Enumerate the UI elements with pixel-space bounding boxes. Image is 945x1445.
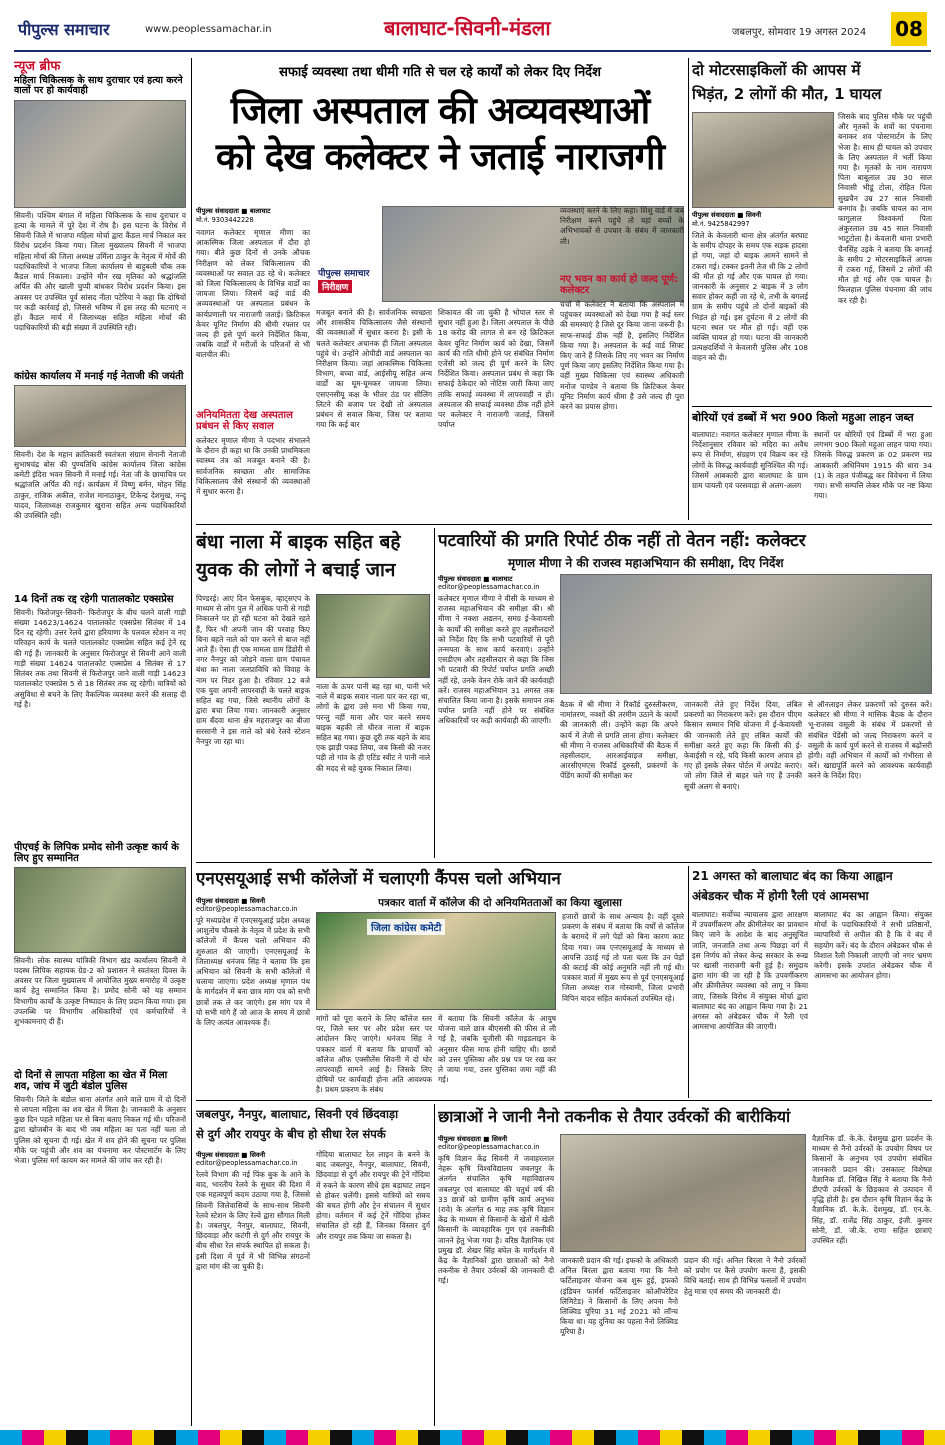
nano-story [438, 1104, 932, 1426]
brief-body: सिवनी। देश के महान क्रांतिकारी स्वतंत्रता संग्राम सेनानी नेताजी सुभाषचंद्र बोस की पुण्यतिथि कांग्रेस कार्यालय जिला कांग्रेस कमेटी इंदिरा भवन सिवनी में मनाई गई। नेता जी के छायाचित्र पर श्रद्धांजलि अर्पित की गई। कार्यक्रम में विष्णु बर्मन, मोहन सिंह ठाकुर, राजिक अकील, राजेश मानाठाकुर, टिकेन्द्र देशमुख, नन्दू यादव, जिलाध्यक्ष राजकुमार खुराना सहित अन्य पदाधिकारियों की उपस्थिति रही। [14, 449, 186, 521]
rescue-headline: बंधा नाला में बाइक सहित बहे [196, 531, 401, 553]
brief-headline: पीएचई के लिपिक प्रमोद सोनी उत्कृष्ट कार्य के लिए हुए सम्मानित [14, 841, 179, 864]
accident-headline-2: भिड़ंत, 2 लोगों की मौत, 1 घायल [692, 85, 882, 103]
seizure-headline: बोरियों एवं डब्बों में भरा 900 किलो महुआ लाहन जब्त [692, 411, 914, 424]
nsui-photo-press [316, 912, 556, 1010]
nsui-body: पूरे मध्यप्रदेश में एनएसयूआई प्रदेश अध्यक्ष आशुतोष चौकसे के नेतृत्व में प्रदेश के सभी कॉलेजों में कैंपस चलो अभियान की शुरुआत की जाएगी। एनएसयूआई के जिलाध्यक्ष धनंजय सिंह ने बताया कि इस अभियान को सिवनी के सभी कॉलेजों में चलाया जाएगा। प्रदेश अध्यक्ष मृणाल पंथ के मार्गदर्शन में बना छात्र मांग पत्र को सभी छात्रों तक ले कर जाएंगे। इस मांग पत्र में यो सभी मांगे हैं जो आज के समय में छात्रों के लिए अत्यंत आवश्यक हैं। [196, 916, 310, 1028]
brief-body: सिवनी। फिरोजपुर-सिवनी- फिरोजपुर के बीच चलने वाली गाड़ी संख्या 14623/14624 पातालकोट एक्सप्रेस सितंबर में 14 दिन रद्द रहेगी। उत्तर रेलवे द्वारा हरियाणा के पलवल स्टेशन व नए परिवहन कार्य के चलते पातालकोट एक्सप्रेस सहित कई ट्रेनें रद्द की गई हैं। जानकारी के अनुसार फिरोजपुर से सिवनी आने वाली गाड़ी संख्या 14624 पातालकोट एक्सप्रेस 4 सितंबर से 17 सितंबर तक तथा सिवनी से फिरोजपुर जाने वाली गाड़ी 14623 पातालकोट एक्सप्रेस 5 से 18 सितंबर तक रद्द रहेगी। यात्रियों को असुविधा से बचने के लिए वैकल्पिक व्यवस्था करने की सलाह दी गई है। [14, 607, 186, 709]
patwari-email[interactable]: editor@peoplessamachar.co.in [438, 583, 540, 591]
rail-byline: पीपुल्स संवाददाता ■ सिवनी [196, 1151, 266, 1159]
patwari-col-1 [438, 574, 554, 858]
accident-photo [692, 112, 834, 208]
lead-col-1 [196, 206, 310, 518]
print-registration-bar [0, 1430, 945, 1445]
lead-body-2: कलेक्टर मृणाल मीणा ने पदभार संभालने के दौरान ही कहा था कि उनकी प्राथमिकता स्वास्थ्य तंत्र को मजबूत बनाने की है। सार्वजनिक स्वच्छता और सामाजिक चिकित्सालय जैसे संस्थानों की व्यवस्थाओं में सुधार करना है। [196, 436, 310, 496]
nsui-byline: पीपुल्स संवाददाता ■ सिवनी [196, 897, 266, 905]
lead-body: नवागत कलेक्टर मृणाल मीणा का आकस्मिक जिला अस्पताल में दौरा हो गया। बीते कुछ दिनों से उनके औचक निरीक्षण को लेकर चिकित्सालय की व्यवस्थाओं पर सवाल उठ रहे थे। कलेक्टर को जिला चिकित्सालय के विभिन्न वार्डों का जायजा लिया। जिसमें कई वार्ड की अव्यवस्थाओं पर अस्पताल प्रबंधन के कार्यप्रणाली पर नाराजगी जताई। क्रिटिकल केयर यूनिट निर्माण की धीमी रफ्तार पर जल्द ही इसे पूर्ण करने निर्देशित किया, जबकि वार्डों में मरीजों के परिजनों से भी बातचीत की। [196, 228, 310, 360]
bandh-col-2: बालाघाट बंद का आह्वान किया। संयुक्त मोर्चा के पदाधिकारियों ने सभी प्रतिष्ठानों, व्यापारियों से अपील की है कि वे बंद में सहयोग करें। बंद के दौरान अंबेडकर चौक से विशाल रैली निकाली जाएगी जो नगर भ्रमण करेगी। इसके उपरांत अंबेडकर चौक में आमसभा का आयोजन होगा। [814, 910, 932, 981]
patwari-col-4: से ऑनलाइन लेकर प्रकरणों को दुरुस्त करें। कलेक्टर श्री मीणा ने मासिक बैठक के दौरान भू-राजस्व वसूली के संबंध में प्रकरणों से संबंधित पेंडेंसी को जल्द निराकरण करने व वसूली के कार्य पूर्ण करने से राजस्व में बढ़ोत्तरी होगी। वहीं अभियान में कार्यों को गंभीरता से करें। खाद्यपूर्ति करने को आवश्यक कार्यवाही करने के निर्देश दिए। [808, 700, 932, 781]
accident-rule [692, 406, 932, 407]
lead-body-4: व्यवस्थाएं करने के लिए कहा। शिशु वार्ड में जब निरीक्षण करने पहुंचे तो यहां बच्चों के अभिभावकों से उपचार के संबंध में जानकारी ली। [560, 206, 684, 246]
brief-photo-felicitation [14, 867, 186, 953]
lead-col-3: शिकायत की जा चुकी है भोपाल स्तर से सुधार नहीं हुआ है। जिला अस्पताल के पीछे 18 करोड़ की लागत से बन रहे क्रिटिकल केयर यूनिट निर्माण कार्य को देखा, जिसमें कार्य की गति धीमी होने पर संबंधित निर्माण एजेंसी को जल्द ही पूर्ण करने के लिए निर्देशित किया। अस्पताल प्रबंध से कहा कि सफाई ठेकेदार को नोटिस जारी किया जाए ताकि सफाई व्यवस्था में लापरवाही न हो। अस्पताल की सफाई व्यवस्था ठीक नहीं होने पर कलेक्टर ने नाराजगी जताई, जिसमें पर्याप्त [438, 308, 554, 430]
lead-subhead-2: नए भवन का कार्य हो जल्द पूर्ण: कलेक्टर [560, 274, 679, 296]
nsui-email[interactable]: editor@peoplessamachar.co.in [196, 905, 298, 913]
rescue-col-1: पिण्डरई। आए दिन फेसबुक, व्हाट्सएप के माध्यम से लोग पुल में अधिक पानी से गाड़ी निकालने पर हो रही घटना को देखते रहते हैं, फिर भी अपनी जान की परवाह किए बिना बहते नाले को पार करने से बाज नहीं आते हैं। ऐसा ही एक मामला ग्राम डिंडोरी से नगर नैनपुर को जोड़ने वाला ग्राम पंचायत बंधा का नाला जलप्राविधि को विवाह के नाम पर निडर हुआ है। रविवार 12 बजे एक युवा अपनी लापरवाही के चलते बाइक सहित बह गया, जिसे स्थानीय लोगों के द्वारा बचा लिया गया। जानकारी अनुसार ग्राम बँदवा थाना क्षेत्र महराजपुर का बीजा सरसानी ने इस नाले को बंधे रेलवे स्टेशन नैनपुर जा रहा था। [196, 594, 310, 746]
bandh-story [692, 866, 932, 1096]
rail-col-1 [196, 1150, 310, 1426]
accident-col-2: जिसके बाद पुलिस मौके पर पहुंची और मृतकों के शवों का पंचनामा बनाकर शव पोस्टमार्टम के लिए भेजा है। साथ ही घायल को उपचार के लिए अस्पताल में भर्ती किया गया है। मृतकों के नाम नारायण पिता बाबूलाल उम्र 30 साल निवासी भीडूं टोला, रोहित पिता सुखचैन उम्र 27 साल निवासी बनगांव है। जबकि घायल का नाम फागूलाल विश्वकर्मा पिता अंकुरलाल उम्र 45 साल निवासी भाटूटोला है। केवलारी थाना प्रभारी चैनसिंह उइके ने बताया कि बगलई के समीप 2 मोटरसाइकिलें आपस में टकरा गई, जिसमें 2 लोगों की मौत हो गई और एक घायल है। फिलहाल पुलिस पंचनामा की जांच कर रही है। [838, 112, 932, 305]
lead-byline: पीपुल्स संवाददाता ■ बालाघाट [196, 207, 271, 215]
rescue-story [196, 528, 430, 858]
patwari-story [438, 528, 932, 858]
masthead [0, 0, 945, 52]
rescue-col-2 [316, 594, 430, 858]
nano-byline: पीपुल्स संवाददाता ■ सिवनी [438, 1135, 508, 1143]
brief-headline: महिला चिकित्सक के साथ दुराचार एवं हत्या करने वालों पर हो कार्यवाही [14, 75, 183, 97]
brief-item [14, 594, 186, 838]
nsui-col-2: मांगों को पूरा कराने के लिए कॉलेज स्तर पर, जिले स्तर पर और प्रदेश स्तर पर आंदोलन किए जाएंगे। धनंजय सिंह ने पत्रकार वार्ता में बताया कि प्राचार्यों को कॉलेज ऑफ एक्सीलेंस सिवनी में दो घोर लापरवाही सामने आई है। जिसके लिए दोषियों पर कार्यवाही होना अति आवश्यक है। प्रथम प्रकरण के संबंध [316, 1014, 432, 1095]
brief-headline: कांग्रेस कार्यालय में मनाई गई नेताजी की जयंती [14, 370, 184, 382]
lead-subhead: अनियमितता देख अस्पताल प्रबंधन से किए सवाल [196, 410, 293, 432]
seizure-col-1: बालाघाट। नवागत कलेक्टर मृणाल मीणा के निर्देशानुसार रविवार को मदिरा का अवैध रूप से निर्माण, संग्रहण एवं विक्रय कर रहे लोगों के विरुद्ध कार्यवाही सुनिश्चित की गई। जिसमें आबकारी द्वारा बालाघाट के ग्राम ग्राम पायली एवं परसवाड़ा से अलग-अलग [692, 430, 808, 491]
nsui-divider [688, 866, 689, 1098]
brief-item [14, 371, 186, 590]
nsui-col-3: में बताया कि सिवनी कॉलेज के आयुष योजना वाले छात्र बीएससी की फीस ले ली गई है, जबकि यूजीसी की गाइडलाइन के अनुसार फीस माफ होनी चाहिए थी। छात्रों को उत्तर पुस्तिका और प्रश्न पत्र पर रख कर ले जाया गया, उत्तर पुस्तिका जमा नहीं की गई। [438, 1014, 556, 1085]
lead-story [196, 58, 684, 518]
badge-sub: निरीक्षण [318, 280, 352, 293]
edition-title: बालाघाट-सिवनी-मंडला [384, 16, 551, 40]
rescue-body-2: नाला के ऊपर पानी बह रहा था, पानी भरे नाले में बाइक सवार नाला पार कर रहा था, लोगों के द्वारा उसे मना भी किया गया, परन्तु नहीं माना और पार करने समय बाइक बहकी तो धीरज नाला में बाइक सहित बह गया। कुछ दूरी तक बहने के बाद एक झाड़ी पकड़ लिया, जब किसी की नजर पड़ी तो गांव के ही एटिंड स्वीट ने पानी नाले की मदद से बहे युवक निकाल लिया। [316, 682, 430, 773]
lead-col-4 [560, 206, 684, 518]
brief-body: सिवनी। जिले के बंडोल थाना अंतर्गत आने वाले ग्राम में दो दिनों से लापता महिला का शव खेत में मिला है। जानकारी के अनुसार कुछ दिन पहले महिला घर से बिना बताए निकल गई थी। परिजनों द्वारा खोजबीन के बाद भी जब महिला का पता नहीं चला तो पुलिस को सूचना दी गई। खेत में शव होने की सूचना पर पुलिस मौके पर पहुंची और शव का पंचनामा कर पोस्टमार्टम के लिए भेजा। पुलिस मर्ग कायम कर मामले की जांच कर रही है। [14, 1094, 186, 1166]
people-badge [316, 206, 380, 302]
section-rule-1 [196, 524, 932, 525]
nano-body: कृषि विज्ञान केंद्र सिवनी में जवाहरलाल नेहरू कृषि विश्वविद्यालय जबलपुर के अंतर्गत संचालित कृषि महाविद्यालय जबलपुर एवं बालाघाट की चतुर्थ वर्ष की 33 छात्रों को ग्रामीण कृषि कार्य अनुभव (रावे) के अंतर्गत 6 माह तक कृषि विज्ञान केंद्र के माध्यम से किसानों के खेतों में खेती किसानी के व्यावहारिक गुण एवं तकनीकी जानने हेतु भेजा गया है। वरिष्ठ वैज्ञानिक एवं प्रमुख डॉ. शेखर सिंह बघेल के मार्गदर्शन में केंद्र के वैज्ञानिकों द्वारा छात्राओं को नैनो तकनीक से तैयार उर्वरकों की जानकारी दी गई। [438, 1154, 554, 1286]
brief-headline: दो दिनों से लापता महिला का खेत में मिला शव, जांच में जुटी बंडोल पुलिस [14, 1069, 168, 1092]
masthead-logo: पीपुल्स समाचार [18, 20, 110, 39]
lead-headline-2: को देख कलेक्टर ने जताई नाराजगी [215, 135, 665, 178]
news-brief-sidebar [14, 56, 186, 1426]
lead-body-4b: चर्चा में कलेक्टर ने बताया कि अस्पताल में पहुंचकर व्यवस्थाओं को देखा गया है कई स्तर की समस्याएं है जिसे दूर किया जाना जरूरी है। साफ-सफाई ठीक नहीं है, इसलिए निर्देशित किया गया है। अस्पताल के कई वार्ड सिफ्ट किए जाने हैं जिसके लिए नए भवन का निर्माण पूर्ण किया जाए इसलिए निर्देशित किया गया है। वहीं मुख्य चिकित्सा एवं स्वास्थ्य अधिकारी मनोज पाण्डेय ने बताया कि क्रिटिकल केयर यूनिट निर्माण कार्य धीमा है उसे जल्द ही पूरा करने का प्रयास होगा। [560, 300, 684, 412]
news-brief-title: न्यूज ब्रीफ [14, 59, 61, 74]
patwari-subhead: मृणाल मीणा ने की राजस्व महाअभियान की समीक्षा, दिए निर्देश [508, 556, 784, 570]
accident-byline: पीपुल्स संवाददाता ■ सिवनी [692, 211, 762, 219]
accident-story [692, 58, 932, 404]
rail-divider [434, 1104, 435, 1426]
accident-mobile: मो.नं. 9425842997 [692, 220, 750, 228]
patwari-col-3: जानकारी लेते हुए निर्देश दिया, लंबित प्रकरणों का निराकरण करें। इस दौरान पीएम किसान सम्मान निधि योजना में ई-केवायसी की जानकारी लेते हुए लंबित कार्यों की समीक्षा करते हुए कहा कि किसी की ई-केवाईसी न रहे, यदि किसी कारण अपात्र हो गए हों इसके लेकर पोर्टल में अपडेट कराएं। जो लोग जिले से बाहर चले गए हैं उनकी सूची अलग से बनाएं। [684, 700, 802, 791]
brief-body: सिवनी। लोक स्वास्थ्य यांत्रिकी विभाग खंड कार्यालय सिवनी में पदस्थ लिपिक सहायक ग्रेड-2 को प्रशासन ने स्वतंत्रता दिवस के अवसर पर जिला मुख्यालय में आयोजित मुख्य समारोह में उत्कृष्ट कार्य हेतु सम्मानित किया है। प्रमोद सोनी को यह सम्मान विभागीय कार्यों के उत्कृष्ट निष्पादन के लिए प्रदान किया गया। इस उपलब्धि पर विभागीय अधिकारियों एवं कर्मचारियों ने शुभकामनाएं दी हैं। [14, 955, 186, 1027]
nano-photo-students [560, 1134, 806, 1252]
section-rule-2 [196, 862, 932, 863]
brief-headline: 14 दिनों तक रद्द रहेगी पातालकोट एक्सप्रेस [14, 593, 174, 605]
nsui-headline: एनएसयूआई सभी कॉलेजों में चलाएगी कैंपस चलो अभियान [196, 869, 561, 889]
accident-col-1 [692, 210, 808, 404]
brief-photo-candle-march [14, 100, 186, 208]
nano-col-1 [438, 1134, 554, 1426]
lead-headline: जिला अस्पताल की अव्यवस्थाओं [230, 89, 650, 132]
nsui-photo-banner: जिला कांग्रेस कमेटी [367, 919, 445, 935]
brief-item [14, 842, 186, 1066]
brief-body: सिवनी। पश्चिम बंगाल में महिला चिकित्सक के साथ दुराचार व हत्या के मामले में पूरे देश में रोष है। इस घटना के विरोध में सिवनी जिले में भाजपा महिला मोर्चा द्वारा कैंडल मार्च निकाल कर विरोध प्रदर्शन किया गया। जिला मुख्यालय सिवनी में भाजपा महिला मोर्चा की जिला अध्यक्ष उर्मिला ठाकुर के नेतृत्व में मोर्चे की पदाधिकारियों ने भाजपा जिला कार्यालय से बाहुबली चौक तक कैंडल मार्च निकाला। उन्होंने मौन रख मृतिका को श्रद्धांजलि अर्पित की और खाली चुप्पी बांधकर विरोध प्रदर्शन किया। इस अवसर पर उपस्थित पूर्व सांसद नीता पटेरिया ने कहा कि दोषियों पर कड़ी कार्रवाई हो, जिससे भविष्य में इस तरह की घटनाएं न हों। कैंडल मार्च में जिलाध्यक्ष सहित महिला मोर्चा की पदाधिकारियों की बड़ी संख्या में उपस्थिति रही। [14, 210, 186, 333]
masthead-rule [14, 50, 931, 52]
nsui-col-4: हजारों छात्रों के साथ अन्याय है। वहीं दूसरे प्रकरण के संबंध में बताया कि वर्षों से कॉलेज के बरामदे में लगे पेड़ों को बिना कारण काट दिया गया। जब एनएसयूआई के माध्यम से आपत्ति उठाई गई तो पता चला कि उन पेड़ों की कटाई की कोई अनुमति नहीं ली गई थी। पत्रकार वार्ता में मुख्य रूप से पूर्व एनएसयूआई जिला अध्यक्ष राज गोस्वामी, जिला प्रभारी विपिन यादव सहित कार्यकर्ता उपस्थित रहे। [562, 912, 684, 1003]
accident-headline: दो मोटरसाइकिलों की आपस में [692, 61, 861, 79]
rail-body: रेलवे विभाग की नई पिंक बुक के आने के बाद, भारतीय रेलवे के सुधार की दिशा में एक महत्वपूर्ण कदम उठाया गया है, जिससे सिवनी जिलेवासियों के साथ-साथ सिवनी रेलवे स्टेशन के लिए रेल्वे द्वारा सौगात मिली है। जबलपुर, नैनपुर, बालाघाट, सिवनी, छिंदवाड़ा और कटंगी से दुर्ग और रायपुर के बीच सीधा रेल संपर्क स्थापित हो सकता है। इसी दिशा में पूर्व में भी विभिन्न संगठनों द्वारा मांग की जा चुकी है। [196, 1170, 310, 1271]
nano-col-4: वैज्ञानिक डॉ. के.के. देशमुख द्वारा प्रदर्शन के माध्यम से नैनो उर्वरकों के उपयोग विषय पर किसानों के अनुभव एवं उपयोग संबंधित जानकारी प्रदान की। उसकाल्ट विशेषज्ञ वैज्ञानिक डॉ. निखिल सिंह ने बताया कि नैनो डीएपी उर्वरकों के छिड़काव से उत्पादन में वृद्धि होती है। इस दौरान कृषि विज्ञान केंद्र के वैज्ञानिक डॉ. के.के. देशमुख, डॉ. एन.के. सिंह, डॉ. राजेंद्र सिंह ठाकुर, इंजी. कुमार सोनी, डॉ. जी.के. राणा सहित छात्राएं उपस्थित रहीं। [812, 1134, 932, 1246]
page-number: 08 [891, 12, 927, 46]
brief-item [14, 1070, 186, 1305]
nano-headline: छात्राओं ने जानी नैनो तकनीक से तैयार उर्वरकों की बारीकियां [438, 1107, 791, 1126]
lead-kicker: सफाई व्यवस्था तथा धीमी गति से चल रहे कार्यों को लेकर दिए निर्देश [279, 65, 601, 80]
patwari-photo-meeting [560, 574, 932, 694]
masthead-url[interactable]: www.peoplessamachar.in [145, 24, 272, 35]
patwari-byline: पीपुल्स संवाददाता ■ बालाघाट [438, 575, 513, 583]
brief-photo-congress-office [14, 385, 186, 447]
lead-col-2: मजबूत बनाने की है। सार्वजनिक स्वच्छता और शासकीय चिकित्सालय जैसे संस्थानों की व्यवस्थाओं में सुधार करना है। इसी के चलते कलेक्टर अचानक ही जिला अस्पताल पहुंचे थे। उन्होंने ओपीडी वार्ड अस्पताल का निरीक्षण किया। जहां आकस्मिक चिकित्सा विभाग, बच्चा वार्ड, आईसीयू सहित अन्य वार्डों का घूम-घूमकर जायजा लिया। एसएनसीयू कक्ष के भीतर ठंड पर सीलिंग लिटने की बजाय पर देखी तो अस्पताल प्रबंधन से सवाल किया, जिस पर बताया गया कि कई बार [316, 308, 432, 430]
rescue-divider [434, 528, 435, 858]
rail-story [196, 1104, 430, 1426]
sidebar-divider [191, 58, 192, 1426]
bandh-col-1: बालाघाट। सर्वोच्च न्यायालय द्वारा आरक्षण में उपवर्गीकरण और क्रीमीलेयर का प्रावधान किए जाने के आदेश के बाद अनुसूचित जाति, जनजाति तथा अन्य पिछड़ा वर्ग में इस निर्णय को लेकर केन्द्र सरकार के रूख पर खासी नाराजगी बनी हुई है। समुदाय द्वारा मांग की जा रही है कि उपवर्गीकरण और क्रीमीलेयर व्यवस्था को लागू न किया जाए, जिसके विरोध में संयुक्त मोर्चा द्वारा बालाघाट बंद का आह्वान किया गया है। 21 अगस्त को अंबेडकर चौक में रैली एवं आमसभा आयोजित की जाएगी। [692, 910, 808, 1032]
mahua-seizure-story [692, 410, 932, 520]
patwari-headline: पटवारियों की प्रगति रिपोर्ट ठीक नहीं तो वेतन नहीं: कलेक्टर [438, 531, 806, 551]
seizure-col-2: स्थानों पर बोरियों एवं डिब्बों में भरा हुआ लगभग 900 किलो महुआ लाहन पाया गया। जिसके विरुद्ध प्रकरण क्र 02 प्रकरण मप्र आबकारी अधिनियम 1915 की धारा 34 (1) के तहत पंजीबद्ध कर विवेचना में लिया गया। सभी सम्पत्ति लेकर मौके पर नष्ट किया गया। [814, 430, 932, 501]
nsui-subhead: पत्रकार वार्ता में कॉलेज की दो अनियमितताओं का किया खुलासा [378, 897, 622, 909]
issue-date: जबलपुर, सोमवार 19 अगस्त 2024 [732, 27, 867, 38]
rail-col-2: गोंदिया बालाघाट रेल लाइन के बनने के बाद जबलपुर, नैनपुर, बालाघाट, सिवनी, छिंदवाड़ा से दुर्ग और रायपुर की ट्रेनें गोंदिया में रुकने के कारण सीधे इस बड़ाघाट लाइन से होकर चलेंगी। इससे यात्रियों को समय की बचत होगी और ट्रेन संचालन में सुधार होगा। वर्तमान में कई ट्रेनें गोंदिया होकर संचालित हो रही हैं, जिनका विस्तार दुर्ग और रायपुर तक किया जा सकता है। [316, 1150, 430, 1241]
rail-email[interactable]: editor@peoplessamachar.co.in [196, 1159, 298, 1167]
brief-item [14, 76, 186, 367]
badge-label: पीपुल्स समाचार [318, 269, 370, 279]
nano-email[interactable]: editor@peoplessamachar.co.in [438, 1143, 540, 1151]
rescue-photo-flood [316, 594, 430, 678]
rail-headline: जबलपुर, नैनपुर, बालाघाट, सिवनी एवं छिंदवाड़ा [196, 1107, 399, 1121]
bandh-headline: 21 अगस्त को बालाघाट बंद का किया आह्वान [692, 869, 893, 883]
section-rule-3 [196, 1100, 932, 1101]
nsui-col-1 [196, 896, 310, 1096]
lead-divider [688, 58, 689, 520]
nano-col-2: जानकारी प्रदान की गई। इफको के अधिकारी अनिल बिरला द्वारा बताया गया कि नैनो फर्टिलाइजर योजना कब शुरू हुई, इफको (इंडियन फार्मर्स फर्टिलाइजर कोऑपरेटिव लिमिटेड) ने किसानों के लिए अपना नैनो लिक्विड यूरिया 31 मई 2021 को लॉन्च किया था। यह दुनिया का पहला नैनो लिक्विड यूरिया है। [560, 1256, 678, 1337]
rescue-headline-2: युवक की लोगों ने बचाई जान [196, 559, 396, 581]
accident-body: जिले के केवलारी थाना क्षेत्र अंतर्गत बरघाट के समीप दोपहर के समय एक सड़क हादसा हो गया, जहां दो बाइक आमने सामने से टकरा गई। टक्कर इतनी तेज थी कि 2 लोगों की मौत हो गई और एक घायल हो गया। जानकारी के अनुसार 2 बाइक में 3 लोग सवार होकर कहीं जा रहे थे, तभी के बगलई ग्राम के समीप पहुंचे तो दोनों बाइकों की भिड़ंत हो गई। इस दुर्घटना में 2 लोगों की घटना स्थल पर मौत हो गई। वहीं एक व्यक्ति घायल हो गया। घटना की जानकारी प्रत्यक्षदर्शियों ने केवलारी पुलिस और 108 वाहन को दी। [692, 231, 808, 363]
lead-mobile: मो.नं. 9303442228 [196, 216, 254, 224]
patwari-body: कलेक्टर मृणाल मीणा ने वीसी के माध्यम से राजस्व महाअभियान की समीक्षा की। श्री मीणा ने नक्शा अद्यतन, समग्र ई-केवायसी के कार्यों की समीक्षा करते हुए तहसीलदारों को निर्देश दिए कि सभी पटवारियों से पूरी तन्मयता के साथ कार्य करवाएं। उन्होंने एसडीएम और तहसीलदार से कहा कि जिस भी पटवारी की रिपोर्ट पर्याप्त प्रगति अच्छी नहीं रहे, उनके वेतन रोके जाने की कार्यवाही करें। राजस्व महाअभियान 31 अगस्त तक संचालित किया जाना है। इसके समापन तक पर्याप्त प्रगति नहीं होने पर संबंधित अधिकारियों पर कड़ी कार्यवाही की जाएगी। [438, 594, 554, 726]
bandh-headline-2: अंबेडकर चौक में होगी रैली एवं आमसभा [692, 889, 869, 903]
nsui-story [196, 866, 684, 1096]
rail-headline-2: से दुर्ग और रायपुर के बीच हो सीधा रेल संपर्क [196, 1127, 386, 1141]
nano-col-3: प्रदान की गई। अनिल बिरला ने नैनो उर्वरकों को प्रयोग पर कैसे उपयोग करना है, इसकी विधि बताई। साथ ही विभिन्न फसलों में उपयोग हेतु मात्रा एवं समय की जानकारी दी। [684, 1256, 806, 1296]
patwari-col-2: बैठक में श्री मीणा ने रिकॉर्ड दुरुस्तीकरण, नामांतरण, नक्शों की तरमीम उठाने के कार्यों की जानकारी ली। उन्होंने कहा कि अपने कार्य में तेजी से प्रगति लाना होगा। कलेक्टर श्री मीणा ने राजस्व अधिकारियों की बैठक में तहसीलदार, आरआईवाइज समीक्षा, आरसीएमएस रिकॉर्ड दुरुस्ती, प्रकरणों के पेंडिंग कार्यों की समीक्षा कर [560, 700, 678, 781]
